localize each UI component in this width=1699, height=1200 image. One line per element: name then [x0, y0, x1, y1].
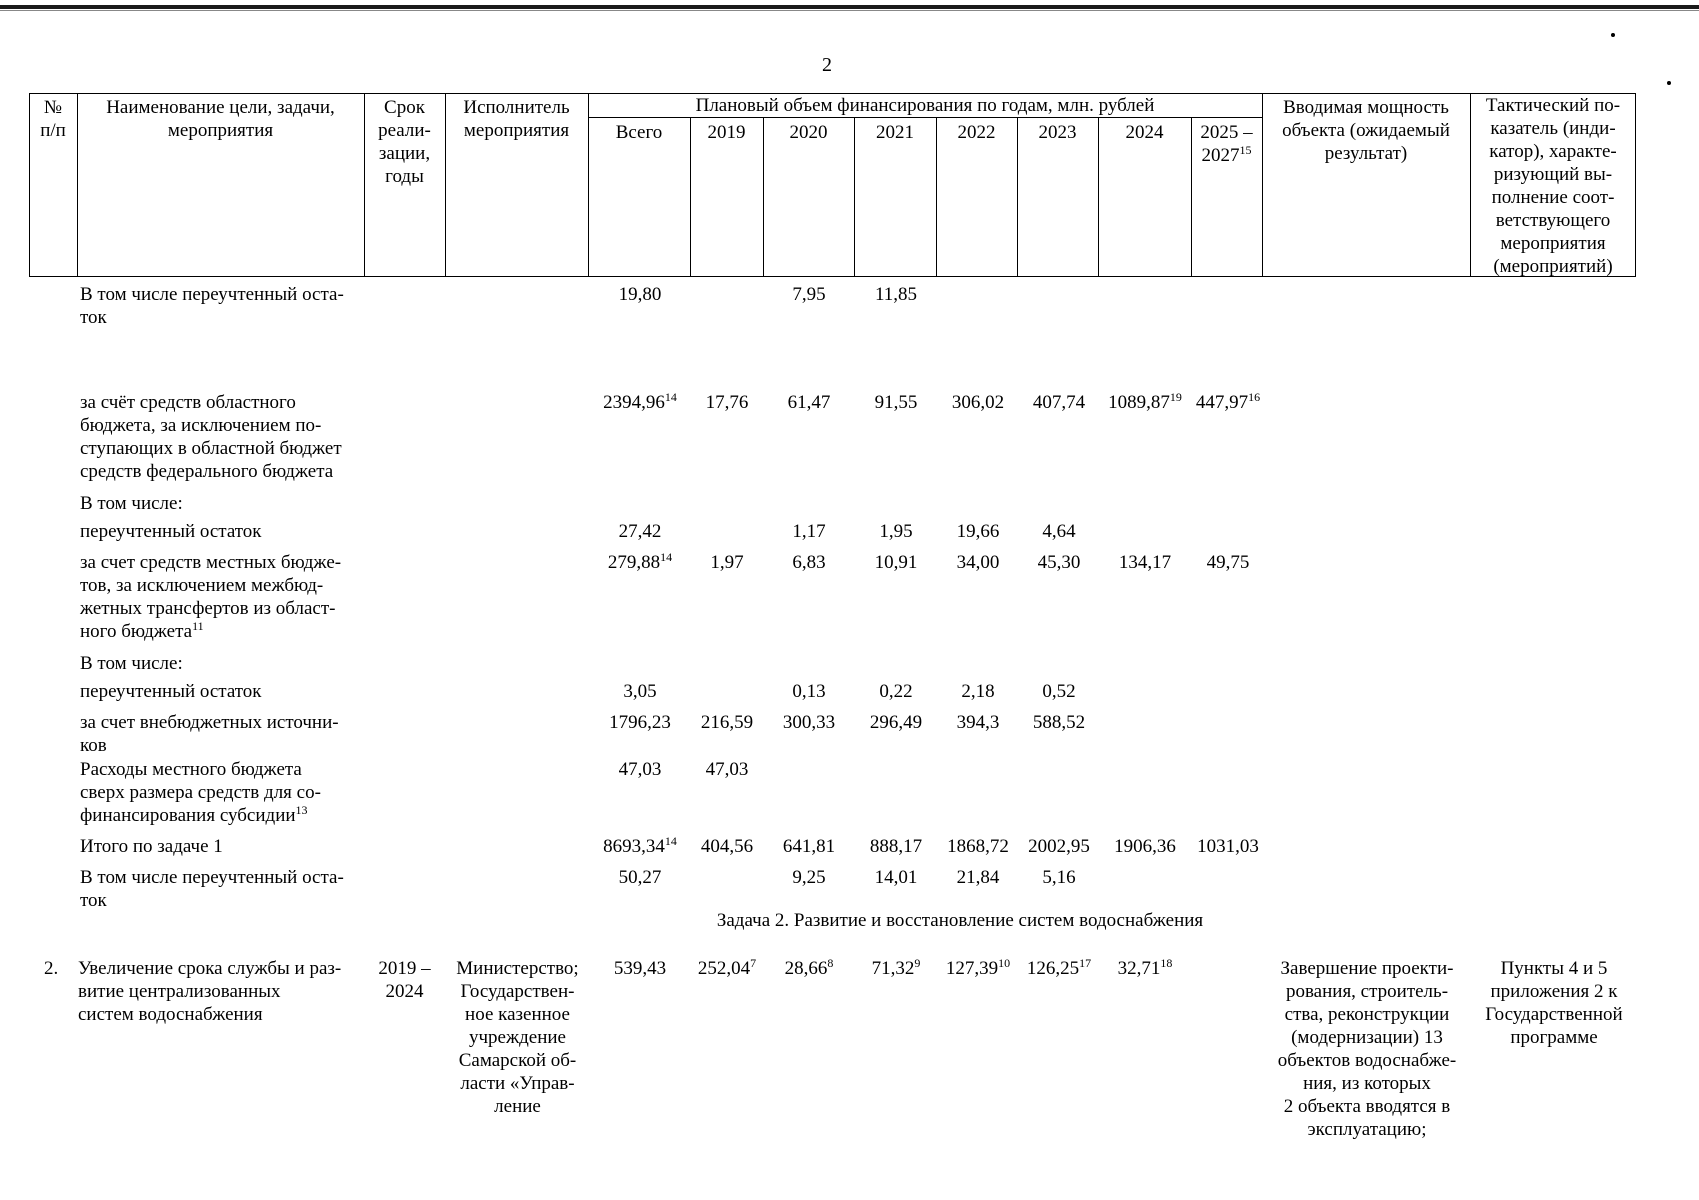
- row-value-v2020: 300,33: [782, 712, 836, 733]
- row-value-v2022: 1868,72: [947, 836, 1009, 857]
- row-value-v2019: 216,59: [700, 712, 754, 733]
- row-value-v2023: 407,74: [1032, 392, 1086, 413]
- item-2-executor: Министерство; Государствен- ное казенное учреждение Самарской об- ласти «Управ- ление: [456, 958, 579, 1117]
- row-value-v2020: 641,81: [782, 836, 836, 857]
- row-value-v2024: 1089,87$^{19}$: [1108, 390, 1182, 413]
- header-num: № п/п: [40, 97, 66, 141]
- row-label: В том числе переучтенный оста- ток: [80, 284, 344, 328]
- row-label: переучтенный остаток: [80, 521, 262, 542]
- row-value-v2025: 49,75: [1206, 552, 1250, 573]
- row-value-v2022: 19,66: [956, 521, 1000, 542]
- item-2-2021: 71,32$^9$: [871, 956, 921, 979]
- page-number: 2: [822, 54, 832, 76]
- item-2-num: 2.: [44, 958, 59, 979]
- item-2-capacity: Завершение проекти- рования, строитель- ства, реконструкции (модернизации) 13 объектов водоснабже- ния, из которых 2 объекта вводятся в эксплуатацию;: [1277, 958, 1457, 1140]
- item-2-indicator: Пункты 4 и 5 приложения 2 к Государственной программе: [1485, 958, 1623, 1048]
- row-value-v2023: 45,30: [1037, 552, 1081, 573]
- header-total: Всего: [615, 122, 663, 143]
- row-value-v2022: 394,3: [956, 712, 1000, 733]
- header-2025-2027: 2025 – 2027$^{15}$: [1200, 122, 1253, 166]
- row-value-total: 2394,96$^{14}$: [603, 390, 677, 413]
- row-value-total: 50,27: [618, 867, 662, 888]
- row-value-v2025: 1031,03: [1197, 836, 1259, 857]
- row-label: за счёт средств областного бюджета, за исключением по- ступающих в областной бюджет средств федерального бюджета: [80, 392, 342, 482]
- row-label: В том числе:: [80, 653, 183, 674]
- row-value-v2021: 296,49: [869, 712, 923, 733]
- header-2020: 2020: [789, 122, 828, 143]
- table-header: [29, 93, 1636, 277]
- header-2023: 2023: [1038, 122, 1077, 143]
- row-value-v2024: 1906,36: [1114, 836, 1176, 857]
- speck: [1667, 81, 1671, 85]
- row-value-v2023: 588,52: [1032, 712, 1086, 733]
- item-2-2019: 252,04$^7$: [697, 956, 757, 979]
- row-value-v2022: 21,84: [956, 867, 1000, 888]
- item-2-label: Увеличение срока службы и раз- витие централизованных систем водоснабжения: [78, 958, 342, 1025]
- header-2019: 2019: [707, 122, 746, 143]
- row-value-v2022: 2,18: [961, 681, 995, 702]
- row-label: переучтенный остаток: [80, 681, 262, 702]
- row-value-v2019: 1,97: [710, 552, 744, 573]
- row-value-v2020: 9,25: [792, 867, 826, 888]
- row-value-v2023: 2002,95: [1028, 836, 1090, 857]
- row-value-v2020: 61,47: [787, 392, 831, 413]
- row-value-v2021: 888,17: [869, 836, 923, 857]
- row-value-total: 1796,23: [609, 712, 671, 733]
- header-name: Наименование цели, задачи, мероприятия: [106, 97, 335, 141]
- row-value-v2023: 5,16: [1042, 867, 1076, 888]
- row-value-v2020: 6,83: [792, 552, 826, 573]
- item-2-total: 539,43: [613, 958, 667, 979]
- row-value-v2021: 11,85: [874, 284, 918, 305]
- row-value-v2021: 91,55: [874, 392, 918, 413]
- row-value-total: 8693,34$^{14}$: [603, 834, 677, 857]
- row-value-v2021: 1,95: [879, 521, 913, 542]
- row-value-v2025: 447,97$^{16}$: [1195, 390, 1261, 413]
- row-label: В том числе переучтенный оста- ток: [80, 867, 344, 911]
- row-value-v2021: 14,01: [874, 867, 918, 888]
- header-capacity: Вводимая мощность объекта (ожидаемый результат): [1282, 97, 1450, 164]
- row-value-total: 47,03: [618, 759, 662, 780]
- row-value-v2023: 4,64: [1042, 521, 1076, 542]
- row-value-v2020: 1,17: [792, 521, 826, 542]
- row-label: Расходы местного бюджета сверх размера средств для со- финансирования субсидии$^{13}$: [80, 759, 321, 826]
- row-value-v2019: 47,03: [705, 759, 749, 780]
- row-label: за счет средств местных бюдже- тов, за исключением межбюд- жетных трансфертов из област- ного бюджета$^{11}$: [80, 552, 342, 642]
- row-value-total: 3,05: [623, 681, 657, 702]
- task2-title: Задача 2. Развитие и восстановление систем водоснабжения: [716, 910, 1204, 931]
- row-value-v2020: 0,13: [792, 681, 826, 702]
- row-value-v2020: 7,95: [792, 284, 826, 305]
- row-value-v2019: 404,56: [700, 836, 754, 857]
- row-value-v2023: 0,52: [1042, 681, 1076, 702]
- header-2021: 2021: [876, 122, 914, 143]
- header-executor: Исполнитель мероприятия: [463, 97, 570, 141]
- item-2-2020: 28,66$^8$: [784, 956, 834, 979]
- item-2-2024: 32,71$^{18}$: [1117, 956, 1173, 979]
- row-value-v2022: 306,02: [951, 392, 1005, 413]
- row-value-v2021: 0,22: [879, 681, 913, 702]
- row-value-total: 19,80: [618, 284, 662, 305]
- row-label: В том числе:: [80, 493, 183, 514]
- top-border: [0, 5, 1699, 9]
- row-label: Итого по задаче 1: [80, 836, 223, 857]
- row-value-v2019: 17,76: [705, 392, 749, 413]
- header-term: Срок реали- зации, годы: [378, 97, 431, 187]
- row-value-total: 27,42: [618, 521, 662, 542]
- item-2-term: 2019 – 2024: [378, 958, 431, 1002]
- row-value-v2022: 34,00: [956, 552, 1000, 573]
- top-border-thin: [0, 10, 1699, 11]
- header-2022: 2022: [957, 122, 996, 143]
- row-value-v2024: 134,17: [1118, 552, 1172, 573]
- row-label: за счет внебюджетных источни- ков: [80, 712, 339, 756]
- header-funding-title: Плановый объем финансирования по годам, млн. рублей: [695, 95, 1155, 116]
- item-2-2023: 126,25$^{17}$: [1026, 956, 1092, 979]
- header-2024: 2024: [1125, 122, 1164, 143]
- row-value-total: 279,88$^{14}$: [607, 550, 673, 573]
- speck: [1611, 33, 1615, 37]
- row-value-v2021: 10,91: [874, 552, 918, 573]
- item-2-2022: 127,39$^{10}$: [945, 956, 1011, 979]
- header-indicator: Тактический по- казатель (инди- катор), характе- ризующий вы- полнение соот- ветствующего мероприятия (мероприятий): [1485, 95, 1621, 277]
